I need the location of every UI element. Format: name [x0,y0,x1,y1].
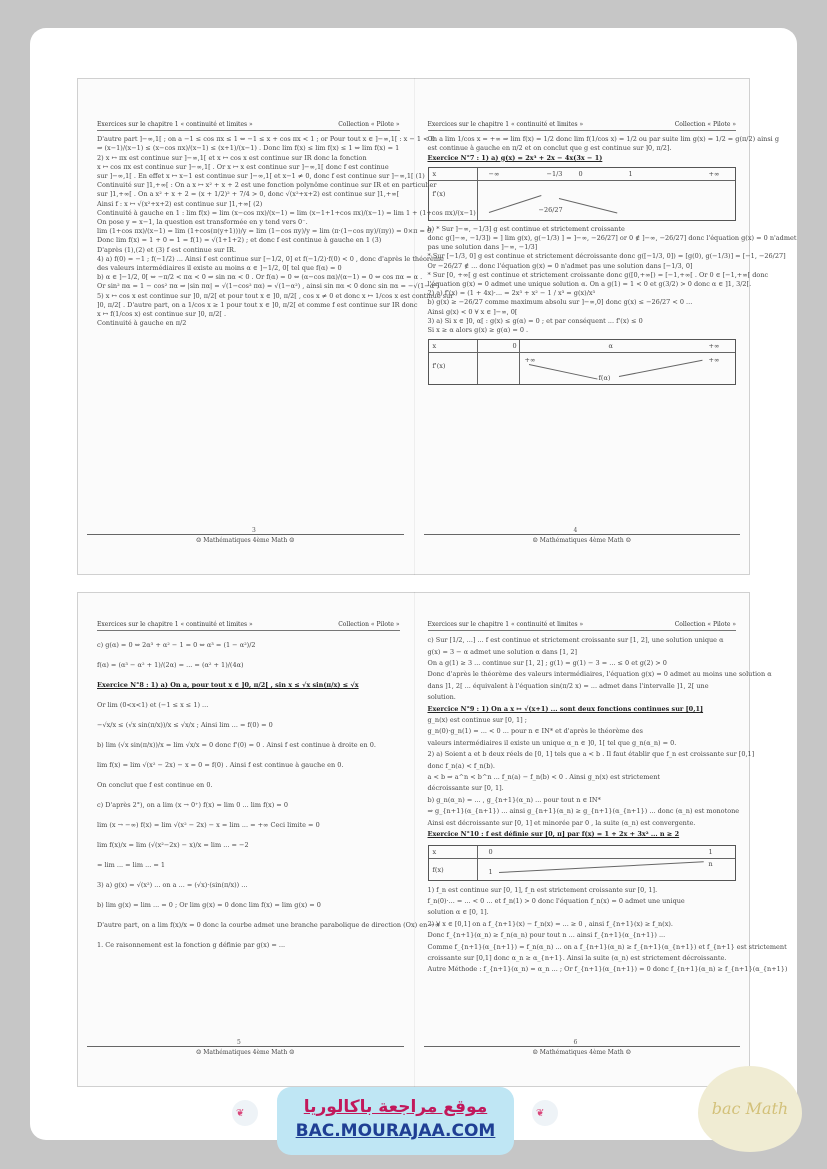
text-line: * Sur [0, +∞[ g est continue et strictement croissante donc g([0,+∞[) = [−1,+∞[ . Or 0 ∈ [−1,+∞[ donc [427,270,769,279]
text-line: f(α) = (α³ − α² + 1)/(2α) = ... = (α² + 1)/(4α) [97,661,244,670]
page-header [97,620,400,631]
variation-table-2: x f'(x) 0 α +∞ +∞ f(α) +∞ [428,339,737,385]
text-line: Or −26/27 ∉ ... donc l'équation g(x) = 0 n'admet pas une solution dans [−1/3, 0] [427,261,693,270]
header-right: Collection « Pilote » [338,121,400,128]
text-line: dans ]1, 2[ ... équivalent à l'équation sin(π/2 x) = ... admet dans l'intervalle ]1, 2[ une [427,681,709,690]
page-footer: ☺ Mathématiques 4ème Math ☺ [87,1046,404,1057]
text-line: Comme f_{n+1}(α_{n+1}) = f_n(α_n) ... on a f_{n+1}(α_n) ≥ f_{n+1}(α_{n+1}) et f_{n+1} est strictement [427,942,787,951]
banner-url-link[interactable]: BAC.MOURAJAA.COM [295,1121,496,1141]
site-banner[interactable] [277,1087,514,1155]
page-header [428,620,737,631]
text-line: Exercice N°8 : 1) a) On a, pour tout x ∈ ]0, π/2[ , sin x ≤ √x sin(π/x) ≤ √x [97,681,359,690]
text-line: b) g_n(α_n) = ... , g_{n+1}(α_n) ... pour tout n ∈ IN* [427,795,601,804]
text-line: x ↦ f(1/cos x) est continue sur ]0, π/2[ . [97,310,227,319]
text-line: D'autre part, on a lim f(x)/x = 0 donc la courbe admet une branche parabolique de direction (Ox) en −∞ [97,921,441,930]
text-line: b) lim (√x sin(π/x))/x = lim √x/x = 0 donc f'(0) = 0 . Ainsi f est continue à droite en 0. [97,741,376,750]
page-header [97,120,400,131]
text-line: D'autre part ]−∞,1[ ; on a −1 ≤ cos πx ≤ 1 ⇔ −1 ≤ x + cos πx < 1 ; or Pour tout x ∈ ]−∞,1[ : x − 1 < 0 [97,135,435,144]
page-number: 3 [252,526,256,534]
text-line: solution α ∈ [0, 1]. [427,908,489,917]
page-4-body-top [427,135,779,153]
variation-table-1: x f'(x) −∞ −1/3 0 1 +∞ −26/27 [428,167,737,221]
text-line: Donc lim f(x) = 1 + 0 = 1 = f(1) = √(1+1+2) ; et donc f est continue à gauche en 1 (3) [97,236,382,245]
text-line: g(x) = 3 − α admet une solution α dans [1, 2] [427,647,578,656]
text-line: des valeurs intermédiaires il existe au moins α ∈ ]−1/2, 0[ tel que f(α) = 0 [97,264,342,273]
page-footer: ☺ Mathématiques 4ème Math ☺ [424,1046,741,1057]
text-line: f_n(0)·... = ... < 0 ... et f_n(1) > 0 donc l'équation f_n(x) = 0 admet une unique [427,896,685,905]
text-line: donc g(]−∞, −1/3]) = ] lim g(x), g(−1/3) ] = ]−∞, −26/27] or 0 ∉ ]−∞, −26/27] donc l'équation g(x) = 0 n'admet [427,234,797,243]
text-line: Or sin² πα = 1 − cos² πα ⇒ |sin πα| = √(1−cos² πα) = √(1−α²) , ainsi sin πα < 0 donc sin πα = −√(1−α²) [97,282,440,291]
text-line: = lim ... = lim ... = 1 [97,861,165,870]
text-line: c) D'après 2°), on a lim (x → 0⁺) f(x) = lim 0 ... lim f(x) = 0 [97,801,288,810]
page-number: 6 [573,1038,578,1046]
text-line: D'après (1),(2) et (3) f est continue sur IR. [97,245,237,254]
text-line: On conclut que f est continue en 0. [97,781,213,790]
page-number: 5 [237,1038,241,1046]
text-line: Continuité sur ]1,+∞[ : On a x ↦ x² + x + 2 est une fonction polynôme continue sur IR et en particulier [97,181,437,190]
text-line: Exercice N°10 : f est définie sur [0, π] par f(x) = 1 + 2x + 3x² ... n ≥ 2 [427,830,680,839]
scan-spread-top [77,78,797,575]
text-line: Ainsi f : x ↦ √(x²+x+2) est continue sur ]1,+∞[ (2) [97,199,263,208]
text-line: Ainsi g(x) < 0 ∀ x ∈ ]−∞, 0[ [427,307,518,316]
text-line: 2) ∀ x ∈ [0,1] on a f_{n+1}(x) − f_n(x) = ... ≥ 0 , ainsi f_{n+1}(x) ≥ f_n(x). [427,919,673,928]
text-line: g_n(x) est continue sur [0, 1] ; [427,716,527,725]
text-line: g_n(0)·g_n(1) = ... < 0 ... pour n ∈ IN* et d'après le théorème des [427,727,643,736]
page-5 [77,592,441,1087]
text-line: x ↦ cos πx est continue sur ]−∞,1[ . Or x ↦ x est continue sur ]−∞,1[ donc f est continue [97,162,389,171]
page-5-body [97,635,441,955]
text-line: ]0, π/2[ . D'autre part, on a 1/cos x ≥ 1 pour tout x ∈ ]0, π/2[ et comme f est continue sur IR donc [97,300,418,309]
logo-book-icon-right: ❦ [532,1100,558,1126]
text-line: c) g(α) = 0 ⇔ 2α³ + α² − 1 = 0 ⇔ α³ = (1 − α²)/2 [97,641,256,650]
text-line: lim (x → −∞) f(x) = lim √(x² − 2x) − x = lim ... = +∞ Ceci limite = 0 [97,821,320,830]
text-line: c) Sur [1/2, ...] ... f est continue et strictement croissante sur [1, 2], une solution unique α [427,636,724,645]
bac-math-logo: bac Math [698,1066,802,1152]
text-line: Donc f_{n+1}(α_n) ≥ f_n(α_n) pour tout n ... ainsi f_{n+1}(α_{n+1}) ... [427,931,666,940]
header-right: Collection « Pilote » [674,621,736,628]
header-left: Exercices sur le chapitre 1 « continuité et limites » [97,621,253,628]
page-6-body-after [427,885,788,976]
logo-book-icon-left: ❦ [232,1100,258,1126]
text-line: b) lim g(x) = lim ... = 0 ; Or lim g(x) = 0 donc lim f(x) = lim g(x) = 0 [97,901,321,910]
table-f-label: f'(x) [432,189,446,198]
header-right: Collection « Pilote » [338,621,400,628]
text-line: 2) a) Soient a et b deux réels de [0, 1] tels que a < b . Il faut établir que f_n est croissante sur [0,1] [427,750,755,759]
page-footer: ☺ Mathématiques 4ème Math ☺ [424,534,741,545]
text-line: décroissante sur [0, 1]. [427,784,504,793]
text-line: b) α ∈ ]−1/2, 0[ ⇔ −π/2 < πα < 0 ⇒ sin πα < 0 . Or f(α) = 0 ⇔ (α−cos πα)/(α−1) = 0 ⇔ cos πα = α . [97,273,423,282]
text-line: 3) a) Si x ∈ ]0, α[ : g(x) ≤ g(α) = 0 ; et par conséquent ... f'(x) ≤ 0 [427,316,643,325]
text-line: 1) f_n est continue sur [0, 1], f_n est strictement croissante sur [0, 1]. [427,885,658,894]
header-left: Exercices sur le chapitre 1 « continuité et limites » [427,121,584,128]
text-line: 2) a) f'(x) = (1 + 4x)·... = 2x³ + x² − 1 / x³ = g(x)/x³ [427,289,596,298]
text-line: 3) a) g(x) = √(x²) ... on a ... = (√x)·(sin(π/x)) ... [97,881,248,890]
page-number: 4 [573,526,578,534]
text-line: −√x/x ≤ (√x sin(π/x))/x ≤ √x/x ; Ainsi lim ... = f(0) = 0 [97,721,273,730]
text-line: 4) a) f(0) = −1 ; f(−1/2) ... Ainsi f est continue sur [−1/2, 0] et f(−1/2)·f(0) < 0 , donc d'après le théorème [97,254,444,263]
scan-spread-bottom [77,592,788,1087]
text-line: pas une solution dans ]−∞, −1/3] [427,243,538,252]
text-line: solution. [427,693,456,702]
text-line: Or lim (0<x<1) et (−1 ≤ x ≤ 1) ... [97,701,209,710]
header-right: Collection « Pilote » [674,121,736,128]
text-line: 2) x ↦ πx est continue sur ]−∞,1[ et x ↦ cos x est continue sur IR donc la fonction [97,153,367,162]
variation-table-3: x f(x) 0 1 1 n [428,845,737,881]
text-line: valeurs intermédiaires il existe un unique α_n ∈ ]0, 1[ tel que g_n(α_n) = 0. [427,738,677,747]
text-line: Si x ≥ α alors g(x) ≥ g(α) = 0 . [427,326,529,335]
table-x-label: x [432,169,437,178]
text-line: sur ]−∞,1[ . En effet x ↦ x−1 est continue sur ]−∞,1[ et x−1 ≠ 0, donc f est continue sur ]−∞,1[ (1) [97,172,425,181]
text-line: b) g(x) ≥ −26/27 comme maximum absolu sur ]−∞,0] donc g(x) ≤ −26/27 < 0 ... [427,298,693,307]
text-line: donc f_n(a) < f_n(b). [427,761,495,770]
text-line: croissante sur [0,1] donc α_n ≥ α_{n+1}. Ainsi la suite (α_n) est strictement décroissante. [427,953,727,962]
text-line: est continue à gauche en π/2 et on conclut que g est continue sur ]0, π/2]. [427,144,672,153]
text-line: 5) x ↦ cos x est continue sur ]0, π/2[ et pour tout x ∈ ]0, π/2[ , cos x ≠ 0 et donc x ↦ 1/cos x est continue sur [97,291,454,300]
page-6-body [427,635,772,840]
exercise-title: Exercice N°7 : 1) a) g(x) = 2x³ + 2x − 4x(3x − 1) [427,153,603,162]
text-line: On pose y = x−1, la question est transformée en y tend vers 0⁻. [97,218,308,227]
text-line: Ainsi est décroissante sur [0, 1] et minorée par 0 , la suite (α_n) est convergente. [427,818,696,827]
text-line: Autre Méthode : f_{n+1}(α_n) = α_n ... ; Or f_{n+1}(α_{n+1}) = 0 donc f_{n+1}(α_n) ≥ f_{n+1}(α_{n+1}) [427,965,788,974]
text-line: lim f(x) = lim √(x² − 2x) − x = 0 = f(0) . Ainsi f est continue à gauche en 0. [97,761,344,770]
text-line: On a lim 1/cos x = +∞ ⇒ lim f(x) = 1/2 donc lim f(1/cos x) = 1/2 ou par suite lim g(x) = 1/2 = g(π/2) ainsi g [427,135,779,144]
header-left: Exercices sur le chapitre 1 « continuité et limites » [97,121,253,128]
text-line: ⇒ (x−1)/(x−1) ≤ (x−cos πx)/(x−1) ≤ (x+1)/(x−1) . Donc lim f(x) ≤ lim f(x) ≤ 1 ⇔ lim f(x) = 1 [97,144,400,153]
page-footer: ☺ Mathématiques 4ème Math ☺ [87,534,404,545]
text-line: Continuité à gauche en 1 : lim f(x) = lim (x−cos πx)/(x−1) = lim (x−1+1+cos πx)/(x−1) = lim 1 + (1+cos πx)/(x−1) [97,208,476,217]
text-line: Donc d'après le théorème des valeurs intermédiaires, l'équation g(x) = 0 admet au moins une solution α [427,670,772,679]
text-line: l'équation g(x) = 0 admet une unique solution α. On a g(1) = 1 < 0 et g(3/2) > 0 donc α ∈ ]1, 3/2[. [427,280,752,289]
text-line: lim f(x)/x = lim (√(x²−2x) − x)/x = lim ... = −2 [97,841,249,850]
page-4-body-mid [427,224,797,335]
page-6 [414,592,788,1087]
text-line: On a g(1) ≥ 3 ... continue sur [1, 2] ; g(1) = g(1) − 3 = ... ≤ 0 et g(2) > 0 [427,659,667,668]
text-line: a < b ⇒ a^n < b^n ... f_n(a) − f_n(b) < 0 . Ainsi g_n(x) est strictement [427,773,661,782]
banner-arabic-title[interactable]: موقع مراجعة باكالوريا [303,1097,488,1117]
text-line: sur ]1,+∞[ . On a x² + x + 2 = (x + 1/2)² + 7/4 > 0, donc √(x²+x+2) est continue sur ]1,+∞[ [97,190,400,199]
text-line: lim (1+cos πx)/(x−1) = lim (1+cos(π(y+1)))/y = lim (1−cos πy)/y = lim (π·(1−cos πy)/(πy)) = 0×π = 0. [97,227,434,236]
text-line: ⇒ g_{n+1}(α_{n+1}) ... ainsi g_{n+1}(α_n) ≥ g_{n+1}(α_{n+1}) ... donc (α_n) est monotone [427,807,740,816]
page-header [428,120,737,131]
text-line: 1. Ce raisonnement est la fonction g définie par g(x) = ... [97,941,286,950]
page-4 [414,78,797,575]
text-line: b) * Sur ]−∞, −1/3] g est continue et strictement croissante [427,224,625,233]
text-line: * Sur [−1/3, 0] g est continue et strictement décroissante donc g([−1/3, 0]) = [g(0), g(−1/3)] = [−1, −26/27] [427,252,786,261]
text-line: Exercice N°9 : 1) On a x ↦ √(x+1) ... sont deux fonctions continues sur [0,1] [427,704,704,713]
header-left: Exercices sur le chapitre 1 « continuité et limites » [427,621,584,628]
text-line: Continuité à gauche en π/2 [97,319,187,328]
